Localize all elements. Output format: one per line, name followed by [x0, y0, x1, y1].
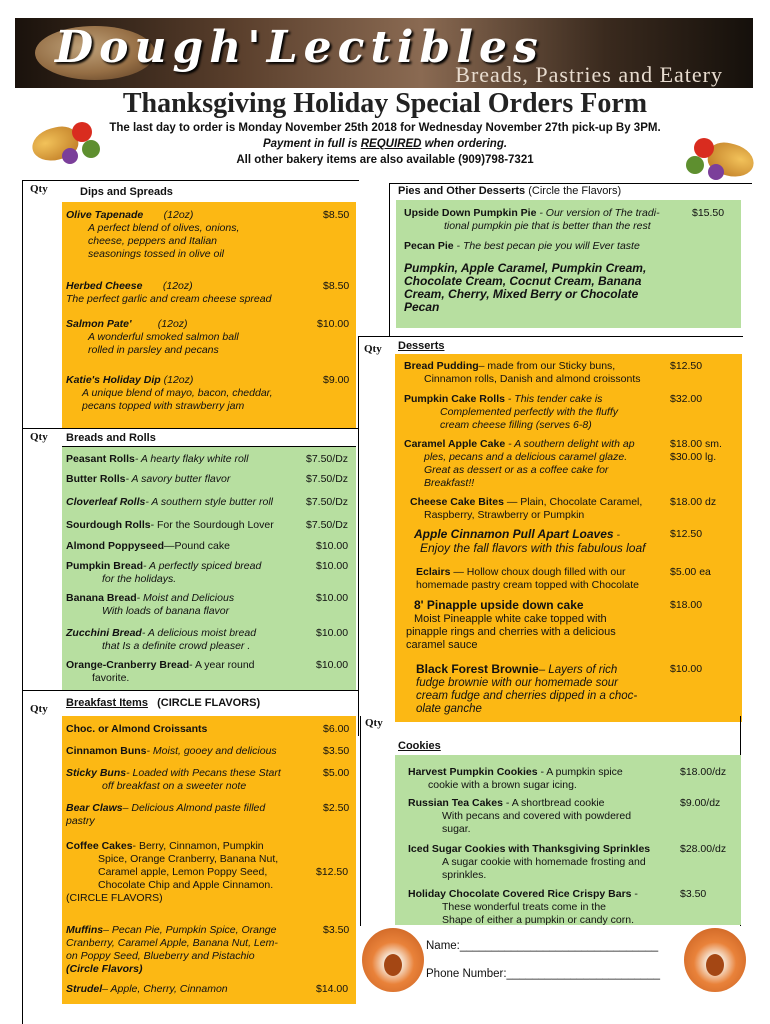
bread-item: Sourdough Rolls- For the Sourdough Lover	[66, 519, 274, 531]
price: $7.50/Dz	[306, 473, 349, 485]
cookie-item: Russian Tea Cakes - A shortbread cookie With pecans and covered with powdered sugar.	[408, 797, 632, 835]
pie-item: Pecan Pie - The best pecan pie you will Ever taste	[404, 240, 640, 252]
price: $6.00	[323, 723, 350, 735]
price: $10.00	[316, 540, 349, 552]
price: $3.50	[680, 888, 707, 900]
bread-item: Butter Rolls- A savory butter flavor	[66, 473, 231, 485]
breakfast-item: Strudel– Apple, Cherry, Cinnamon	[66, 983, 228, 995]
price: $12.50	[670, 528, 703, 540]
price: $10.00	[316, 592, 349, 604]
price: $7.50/Dz	[306, 453, 349, 465]
bread-item: Pumpkin Bread- A perfectly spiced bread for the holidays.	[66, 560, 262, 585]
price: $12.50	[670, 360, 703, 372]
turkey-icon	[362, 928, 424, 992]
price: $30.00 lg.	[670, 451, 717, 463]
price: $10.00	[316, 659, 349, 671]
dessert-item: Eclairs — Hollow choux dough filled with our homemade pastry cream topped with Chocolate	[416, 566, 639, 591]
pie-flavors: Pumpkin, Apple Caramel, Pumpkin Cream, Chocolate Cream, Cocnut Cream, Banana Cream, Cherry, Mixed Berry or Chocolate Pecan	[404, 261, 647, 314]
section-cookies: Cookies	[398, 740, 441, 752]
price: $10.00	[316, 627, 349, 639]
price: $10.00	[317, 318, 350, 330]
price: $12.50	[316, 866, 349, 878]
page-title: Thanksgiving Holiday Special Orders Form	[122, 88, 648, 119]
bread-item: Peasant Rolls- A hearty flaky white roll	[66, 453, 249, 465]
price: $10.00	[316, 560, 349, 572]
price: $3.50	[323, 745, 350, 757]
turkey-icon	[684, 928, 746, 992]
dessert-item: Black Forest Brownie– Layers of rich fudge brownie with our homemade sour cream fudge and cherries dipped in a choc- olate ganche	[416, 662, 638, 715]
cornucopia-icon	[32, 118, 102, 170]
section-breads: Breads and Rolls	[66, 432, 156, 444]
breakfast-item: Muffins– Pecan Pie, Pumpkin Spice, Orange Cranberry, Caramel Apple, Banana Nut, Lem- on Poppy Seed, Blueberry and Pistachio (Circle Flavors)	[66, 924, 278, 975]
dessert-item: Bread Pudding– made from our Sticky buns, Cinnamon rolls, Danish and almond croissonts	[404, 360, 641, 385]
section-pies: Pies and Other Desserts (Circle the Flavors)	[398, 185, 622, 197]
bread-item: Orange-Cranberry Bread- A year round favorite.	[66, 659, 255, 684]
phone-notice: All other bakery items are also available (909)798-7321	[236, 154, 534, 166]
section-breakfast: Breakfast Items (CIRCLE FLAVORS)	[66, 697, 261, 709]
qty-label: Qty	[30, 183, 48, 195]
dessert-item: Apple Cinnamon Pull Apart Loaves - Enjoy the fall flavors with this fabulous loaf	[414, 527, 646, 555]
bread-item: Banana Bread- Moist and Delicious With loads of banana flavor	[66, 592, 235, 617]
breakfast-item: Bear Claws– Delicious Almond paste filled pastry	[66, 802, 266, 827]
breakfast-item: Choc. or Almond Croissants	[66, 723, 208, 735]
dip-item: Salmon Pate' (12oz) A wonderful smoked salmon ball rolled in parsley and pecans	[66, 318, 239, 356]
cookie-item: Iced Sugar Cookies with Thanksgiving Sprinkles A sugar cookie with homemade frosting and sprinkles.	[408, 843, 651, 881]
cookie-item: Holiday Chocolate Covered Rice Crispy Bars - These wonderful treats come in the Shape of either a pumpkin or candy corn.	[408, 888, 638, 926]
price: $15.50	[692, 207, 725, 219]
name-field[interactable]: Name:_______________________________	[426, 940, 659, 952]
price: $18.00 sm.	[670, 438, 722, 450]
price: $32.00	[670, 393, 703, 405]
bread-item: Cloverleaf Rolls- A southern style butter roll	[66, 496, 273, 508]
price: $9.00/dz	[680, 797, 721, 809]
price: $28.00/dz	[680, 843, 727, 855]
price: $18.00	[670, 599, 703, 611]
price: $7.50/Dz	[306, 496, 349, 508]
payment-notice: Payment in full is REQUIRED when ordering.	[262, 138, 508, 150]
bread-item: Zucchini Bread- A delicious moist bread that Is a definite crowd pleaser .	[66, 627, 257, 652]
pie-item: Upside Down Pumpkin Pie - Our version of The tradi- tional pumpkin pie that is better than the rest	[404, 207, 660, 232]
dessert-item: Pumpkin Cake Rolls - This tender cake is Complemented perfectly with the fluffy cream cheese filling (serves 6-8)	[404, 393, 618, 431]
price: $10.00	[670, 663, 703, 675]
price: $5.00 ea	[670, 566, 711, 578]
section-desserts: Desserts	[398, 340, 445, 352]
cookie-item: Harvest Pumpkin Cookies - A pumpkin spice cookie with a brown sugar icing.	[408, 766, 623, 791]
price: $7.50/Dz	[306, 519, 349, 531]
header-banner	[15, 18, 753, 88]
dessert-item: Cheese Cake Bites — Plain, Chocolate Caramel, Raspberry, Strawberry or Pumpkin	[410, 496, 643, 521]
section-dips: Dips and Spreads	[80, 186, 173, 198]
breakfast-item: Coffee Cakes- Berry, Cinnamon, Pumpkin Spice, Orange Cranberry, Banana Nut, Caramel apple, Lemon Poppy Seed, Chocolate Chip and Apple Cinnamon. (CIRCLE FLAVORS)	[66, 840, 279, 904]
qty-label: Qty	[365, 717, 383, 729]
breakfast-item: Sticky Buns- Loaded with Pecans these Start off breakfast on a sweeter note	[66, 767, 281, 792]
phone-field[interactable]: Phone Number:________________________	[426, 968, 661, 980]
dessert-item: 8' Pinapple upside down cake Moist Pineapple white cake topped with pinapple rings and cherries with a delicious caramel sauce	[406, 598, 616, 651]
price: $3.50	[323, 924, 350, 936]
qty-label: Qty	[30, 431, 48, 443]
qty-label: Qty	[364, 343, 382, 355]
dip-item: Olive Tapenade (12oz) A perfect blend of olives, onions, cheese, peppers and Italian seasonings tossed in olive oil	[66, 209, 240, 260]
dip-item: Katie's Holiday Dip (12oz) A unique blend of mayo, bacon, cheddar, pecans topped with strawberry jam	[66, 374, 273, 412]
tagline: Breads, Pastries and Eatery	[455, 62, 723, 87]
price: $8.50	[323, 209, 350, 221]
price: $18.00 dz	[670, 496, 717, 508]
logo-text: Dough'Lectibles	[55, 22, 544, 73]
bread-item: Almond Poppyseed—Pound cake	[66, 540, 230, 552]
price: $18.00/dz	[680, 766, 727, 778]
price: $9.00	[323, 374, 350, 386]
qty-label: Qty	[30, 703, 48, 715]
dessert-item: Caramel Apple Cake - A southern delight with ap ples, pecans and a delicious caramel glaze. Great as dessert or as a coffee cake for Breakfast!!	[404, 438, 635, 489]
dip-item: Herbed Cheese (12oz) The perfect garlic and cream cheese spread	[66, 280, 272, 305]
price: $14.00	[316, 983, 349, 995]
price: $2.50	[323, 802, 350, 814]
cornucopia-icon	[684, 134, 754, 186]
price: $5.00	[323, 767, 350, 779]
order-deadline: The last day to order is Monday November 25th 2018 for Wednesday November 27th pick-up By 3PM.	[109, 122, 661, 134]
price: $8.50	[323, 280, 350, 292]
breakfast-item: Cinnamon Buns- Moist, gooey and delicious	[66, 745, 277, 757]
